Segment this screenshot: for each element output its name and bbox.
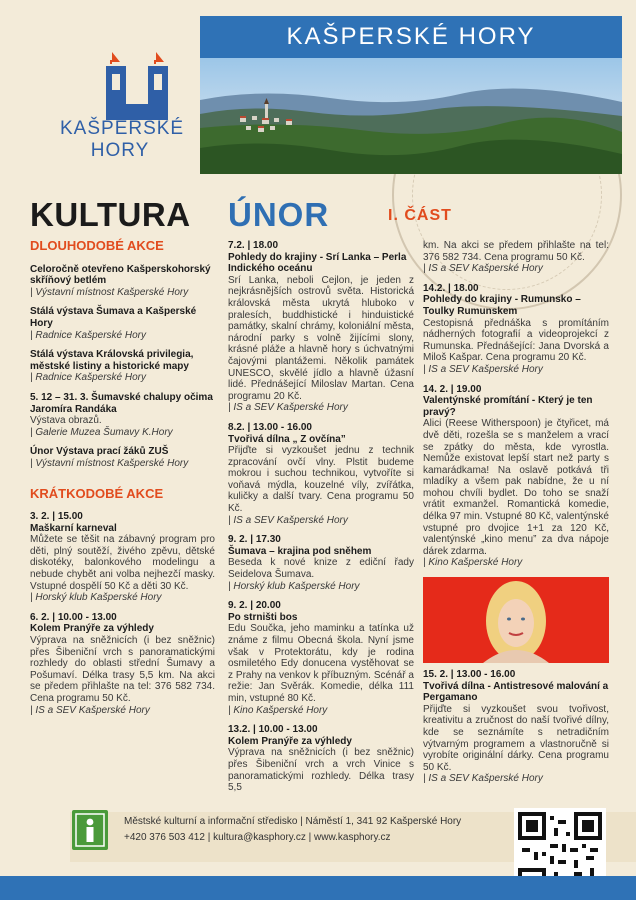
event-place: | IS a SEV Kašperské Hory <box>228 402 348 414</box>
event-title: Kolem Pranýře za výhledy <box>228 735 352 747</box>
event-description: Srí Lanka, neboli Cejlon, je jeden z nejkrásnějších ostrovů světa. Historická královská města ukrytá hluboko v pralesích, buddhistické i hinduistické památky, skalní chrámy, koloniální města, národní parky s volně žijícími slony, krásné pláže a hlavně hory s úchvatnými čajovými plantážemi. Několik památek UNESCO, skvělé jídlo a hlavně úžasní lidé. Přednášející Miloslav Martan. Cena programu 20 Kč. <box>228 274 414 402</box>
event-title: Po strništi bos <box>228 611 298 623</box>
event-entry <box>30 446 215 469</box>
footer-address: Městské kulturní a informační středisko | Náměstí 1, 341 92 Kašperské Hory <box>124 816 462 827</box>
event-entry <box>228 422 414 526</box>
event-date: 3. 2. | 15.00 <box>30 511 83 523</box>
event-entry <box>30 612 215 716</box>
event-title: Šumava – krajina pod sněhem <box>228 545 372 557</box>
event-entry <box>228 600 414 716</box>
event-place: | IS a SEV Kašperské Hory <box>228 514 348 526</box>
event-date: 15. 2. | 13.00 - 16.00 <box>423 669 516 681</box>
column-2 <box>228 240 414 802</box>
event-place: | IS a SEV Kašperské Hory <box>423 363 543 375</box>
event-title: Tvořivá dílna „ Z ovčína” <box>228 433 346 445</box>
event-place: | Kino Kašperské Hory <box>228 704 328 716</box>
month-title: ÚNOR <box>228 196 330 233</box>
long-term-heading: DLOUHODOBÉ AKCE <box>30 238 164 253</box>
event-description: Beseda k nové knize z ediční řady Seidelova Šumava. <box>228 557 414 581</box>
event-continuation <box>423 240 609 275</box>
event-description: Výprava na sněžnicích (i bez sněžnic) přes Šibeniční vrch a vrch Vinice s panoramatickými rozhledy. Délka trasy 5,5 <box>228 747 414 794</box>
part-label: I. ČÁST <box>388 207 452 224</box>
event-entry <box>423 384 609 570</box>
town-title: KAŠPERSKÉ HORY <box>286 23 536 50</box>
event-entry <box>30 349 215 384</box>
footer-contacts[interactable]: +420 376 503 412 | kultura@kasphory.cz | www.kasphory.cz <box>124 832 391 843</box>
event-entry <box>228 240 414 414</box>
logo-line-1: KAŠPERSKÉ <box>60 118 185 139</box>
event-description: km. Na akci se předem přihlašte na tel: 376 582 734. Cena programu 50 Kč. <box>423 240 609 263</box>
landscape-photo <box>200 58 622 174</box>
event-title: Maškarní karneval <box>30 522 117 534</box>
event-entry <box>228 534 414 592</box>
event-title: Tvořivá dílna - Antistresové malování a Pergamano <box>423 680 609 704</box>
event-description: Přijďte si vyzkoušet svou tvořivost, kreativitu a zručnost do naší tvořivé dílny, kde se seznámíte s netradičním výtvarným programem a vlastnoručně si vyrobíte originální dárky. Cena programu 50 Kč. <box>423 703 609 773</box>
event-title: Pohledy do krajiny - Rumunsko – Toulky Rumunskem <box>423 294 581 317</box>
footer-blue-bar <box>0 876 636 900</box>
event-title: Kolem Pranýře za výhledy <box>30 623 154 635</box>
event-title: Stálá výstava Šumava a Kašperské Hory <box>30 306 197 329</box>
event-entry <box>423 283 609 376</box>
event-date: 14.2. | 18.00 <box>423 282 479 294</box>
event-description: Cestopisná přednáška s promítáním nádherných fotografií a videoprojekcí z Rumunska. Přednášející: Jana Dvorská a Miloš Kašpar. Cena programu 20 Kč. <box>423 317 609 364</box>
event-title: Stálá výstava Královská privilegia, městské listiny a historické mapy <box>30 349 194 372</box>
event-place: | Horský klub Kašperské Hory <box>30 592 162 604</box>
event-place: | IS a SEV Kašperské Hory <box>423 263 543 275</box>
event-date: 9. 2. | 17.30 <box>228 534 281 546</box>
logo-line-2: HORY <box>90 140 150 161</box>
town-title-bar <box>200 16 622 58</box>
event-date: 9. 2. | 20.00 <box>228 600 281 612</box>
event-place: | Výstavní místnost Kašperské Hory <box>30 457 189 469</box>
event-description: Můžete se těšit na zábavný program pro děti, plný soutěží, živého zpěvu, dětské diskotéky, balonkového modelingu a nebude chybět ani volba nejhezčí masky. Vstupné dospělí 50 Kč a děti 30 Kč. <box>30 534 215 592</box>
event-description: Přijďte si vyzkoušet jednu z technik zpracování ovčí vlny. Plstit budeme mokrou i suchou technikou, vytvoříte si voňavá mýdla, kouzelné víly, zvířátka, kuličky a další tvary. Cena programu 50 Kč. <box>228 445 414 515</box>
event-entry <box>423 669 609 785</box>
event-description: Výstava obrazů. <box>30 415 102 427</box>
event-entry <box>228 724 414 794</box>
event-description: Edu Součka, jeho maminku a tatínka už známe z filmu Obecná škola. Nyní jsme však v Protektorátu, kdy je rodina osmiletého Edy donucena vystěhovat se z Prahy na venkov k příbuzným. Scénář a režie: Jan Svěrák. Komedie, délka 111 min, vstupné 80 Kč. <box>228 623 414 704</box>
section-title-kultura: KULTURA <box>30 196 191 233</box>
event-place: | IS a SEV Kašperské Hory <box>30 704 150 716</box>
footer-contact <box>124 814 461 846</box>
event-entry <box>30 511 215 604</box>
column-1 <box>30 240 215 724</box>
event-place: | Galerie Muzea Šumavy K.Hory <box>30 426 173 438</box>
logo-wordmark <box>60 118 185 162</box>
event-title: Celoročně otevřeno Kašperskohorský skříňový betlém <box>30 263 211 287</box>
event-title: 5. 12 – 31. 3. Šumavské chalupy očima Jaromíra Randáka <box>30 391 213 415</box>
event-description: Výprava na sněžnicích (i bez sněžnic) přes Šibeniční vrch s panoramatickými rozhledy do oblasti střední Šumavy a Pošumaví. Délka trasy 5,5 km. Na akci se předem přihlašte na tel: 376 582 734. Cena programu 50 Kč. <box>30 635 215 704</box>
event-place: | Výstavní místnost Kašperské Hory <box>30 286 189 298</box>
actress-portrait-image <box>423 577 609 663</box>
event-place: | IS a SEV Kašperské Hory <box>423 773 543 785</box>
event-entry <box>30 392 215 438</box>
event-date: 14. 2. | 19.00 <box>423 383 482 395</box>
event-date: 7.2. | 18.00 <box>228 240 279 251</box>
column-3 <box>423 240 609 793</box>
short-term-heading: KRÁTKODOBÉ AKCE <box>30 485 164 501</box>
event-entry <box>30 306 215 341</box>
event-place: | Horský klub Kašperské Hory <box>228 580 360 592</box>
event-date: 8.2. | 13.00 - 16.00 <box>228 421 312 433</box>
event-place: | Radnice Kašperské Hory <box>30 329 146 341</box>
event-entry <box>30 264 215 299</box>
event-title: Únor Výstava prací žáků ZUŠ <box>30 446 169 458</box>
event-place: | Radnice Kašperské Hory <box>30 372 146 384</box>
header <box>0 0 636 198</box>
info-i-icon <box>75 813 105 847</box>
event-date: 13.2. | 10.00 - 13.00 <box>228 724 318 736</box>
event-date: 6. 2. | 10.00 - 13.00 <box>30 611 117 623</box>
event-title: Valentýnské promítání - Který je ten pravý? <box>423 395 593 418</box>
movie-photo <box>423 577 609 663</box>
town-logo <box>82 52 192 182</box>
info-icon <box>72 810 108 850</box>
event-place: | Kino Kašperské Hory <box>423 557 523 569</box>
event-title: Pohledy do krajiny - Srí Lanka – Perla Indického oceánu <box>228 251 407 275</box>
event-description: Alici (Reese Witherspoon) je čtyřicet, má dvě děti, rozešla se s manželem a vrací se zpátky do města, kde vyrostla. Nemůže existovat lepší start než party s kamarádkama! Na oslavě potkává tři mladíky a všem pak nabídne, že u ní mohou chvíli bydlet. Do toho se snaží vrátit exmanžel. Romantická komedie, délka 97 min. Vstupné 80 Kč, valentýnské vstupné pro dvojice 1+1 za 120 Kč, valentýnské „kino menu” za dva nápoje dárek zdarma. <box>423 418 609 557</box>
